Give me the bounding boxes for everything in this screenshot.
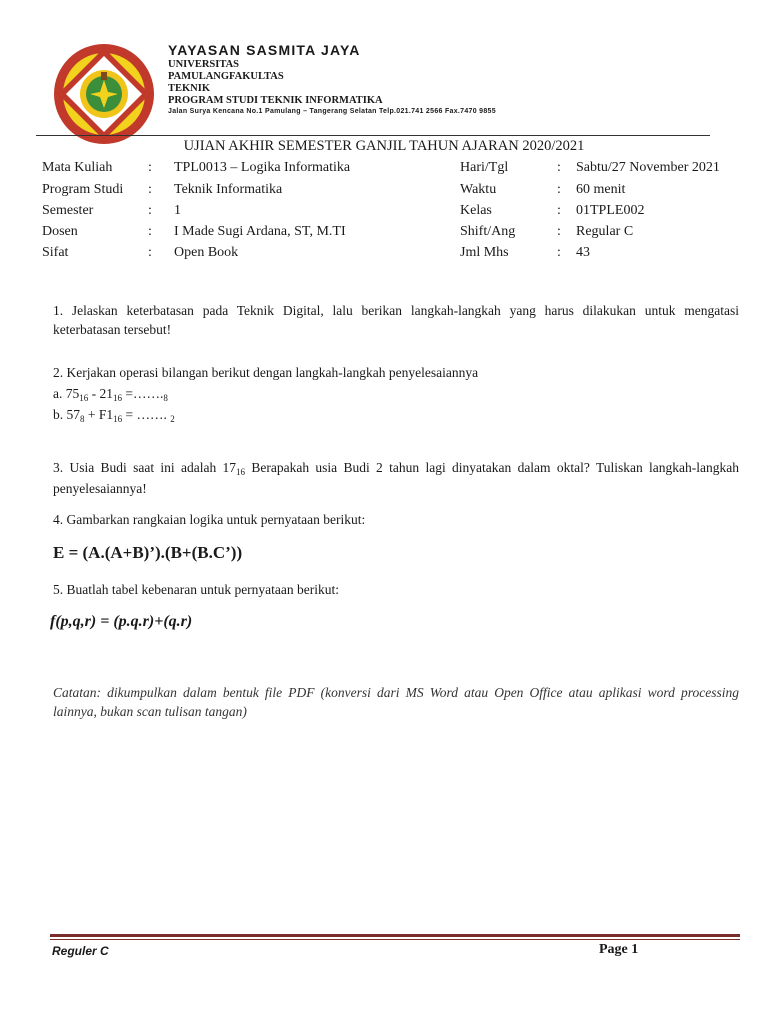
q2a-sub: 16 bbox=[79, 393, 89, 403]
info-value: Regular C bbox=[576, 224, 634, 239]
footer-divider bbox=[50, 934, 740, 937]
info-sep: : bbox=[148, 160, 152, 175]
formula-e: E = (A.(A+B)’).(B+(B.C’)) bbox=[53, 543, 243, 562]
q2b-sub: 16 bbox=[113, 414, 123, 424]
info-sep: : bbox=[148, 203, 152, 218]
info-label: Sifat bbox=[42, 245, 69, 260]
info-sep: : bbox=[557, 203, 561, 218]
info-label: Mata Kuliah bbox=[42, 160, 113, 175]
q3-text: Berapakah usia Budi 2 tahun lagi dinyatakan dalam oktal? Tuliskan langkah-langkah penyelesaiannya! bbox=[53, 460, 739, 496]
info-label: Dosen bbox=[42, 224, 78, 239]
q2a-sub: 8 bbox=[163, 393, 168, 403]
info-label: Jml Mhs bbox=[460, 245, 509, 260]
page-number: Page 1 bbox=[599, 942, 639, 957]
header-line-teknik: TEKNIK bbox=[168, 83, 211, 94]
q2a-text: =……. bbox=[122, 386, 164, 401]
q2b-text: b. 57 bbox=[53, 407, 80, 422]
info-label: Waktu bbox=[460, 182, 497, 197]
info-value: Teknik Informatika bbox=[174, 182, 283, 197]
info-label: Shift/Ang bbox=[460, 224, 516, 239]
info-sep: : bbox=[148, 182, 152, 197]
info-value: TPL0013 – Logika Informatika bbox=[174, 160, 351, 175]
info-sep: : bbox=[557, 224, 561, 239]
info-label: Kelas bbox=[460, 203, 492, 218]
q2b-text: = ……. bbox=[122, 407, 171, 422]
header-line-universitas: UNIVERSITAS bbox=[168, 59, 239, 70]
info-value: Open Book bbox=[174, 245, 239, 260]
org-name: YAYASAN SASMITA JAYA bbox=[168, 42, 361, 58]
info-label: Semester bbox=[42, 203, 94, 218]
info-sep: : bbox=[148, 245, 152, 260]
info-value: 60 menit bbox=[576, 182, 626, 197]
university-logo-icon bbox=[52, 42, 156, 146]
info-sep: : bbox=[557, 245, 561, 260]
info-value: 01TPLE002 bbox=[576, 203, 645, 218]
note: Catatan: dikumpulkan dalam bentuk file PDF (konversi dari MS Word atau Open Office atau aplikasi word processing lainnya, bukan scan tulisan tangan) bbox=[53, 685, 739, 719]
footer-divider-thin bbox=[50, 939, 740, 940]
q2b-sub: 8 bbox=[80, 414, 85, 424]
q2a-text: - 21 bbox=[88, 386, 113, 401]
info-value: Sabtu/27 November 2021 bbox=[576, 160, 720, 175]
info-sep: : bbox=[557, 160, 561, 175]
q2b-text: + F1 bbox=[84, 407, 114, 422]
question-2a bbox=[53, 384, 739, 405]
header-line-program: PROGRAM STUDI TEKNIK INFORMATIKA bbox=[168, 95, 383, 106]
header-divider bbox=[36, 135, 710, 136]
q2b-sub: 2 bbox=[170, 414, 175, 424]
info-label: Hari/Tgl bbox=[460, 160, 509, 175]
info-value: 43 bbox=[576, 245, 590, 260]
info-value: 1 bbox=[174, 203, 181, 218]
question-4: 4. Gambarkan rangkaian logika untuk pernyataan berikut: bbox=[53, 512, 366, 527]
q3-sub: 16 bbox=[236, 467, 246, 477]
q2a-sub: 16 bbox=[113, 393, 122, 403]
question-3 bbox=[53, 458, 739, 498]
question-2b bbox=[53, 405, 739, 426]
header-line-faculty: PAMULANGFAKULTAS bbox=[168, 71, 284, 82]
footer-class: Reguler C bbox=[52, 944, 109, 958]
exam-title: UJIAN AKHIR SEMESTER GANJIL TAHUN AJARAN 2020/2021 bbox=[183, 138, 585, 154]
question-1: 1. Jelaskan keterbatasan pada Teknik Digital, lalu berikan langkah-langkah yang harus dilakukan untuk mengatasi keterbatasan tersebut! bbox=[53, 303, 739, 337]
question-2: 2. Kerjakan operasi bilangan berikut dengan langkah-langkah penyelesaiannya bbox=[53, 365, 479, 380]
info-label: Program Studi bbox=[42, 182, 124, 197]
header-address: Jalan Surya Kencana No.1 Pamulang – Tangerang Selatan Telp.021.741 2566 Fax.7470 9855 bbox=[168, 108, 496, 115]
formula-f: f(p,q,r) = (p.q.r)+(q.r) bbox=[50, 613, 193, 630]
question-5: 5. Buatlah tabel kebenaran untuk pernyataan berikut: bbox=[53, 582, 340, 597]
q3-text: 3. Usia Budi saat ini adalah 17 bbox=[53, 460, 237, 475]
info-sep: : bbox=[148, 224, 152, 239]
q2a-text: a. 75 bbox=[53, 386, 80, 401]
info-sep: : bbox=[557, 182, 561, 197]
info-value: I Made Sugi Ardana, ST, M.TI bbox=[174, 224, 346, 239]
